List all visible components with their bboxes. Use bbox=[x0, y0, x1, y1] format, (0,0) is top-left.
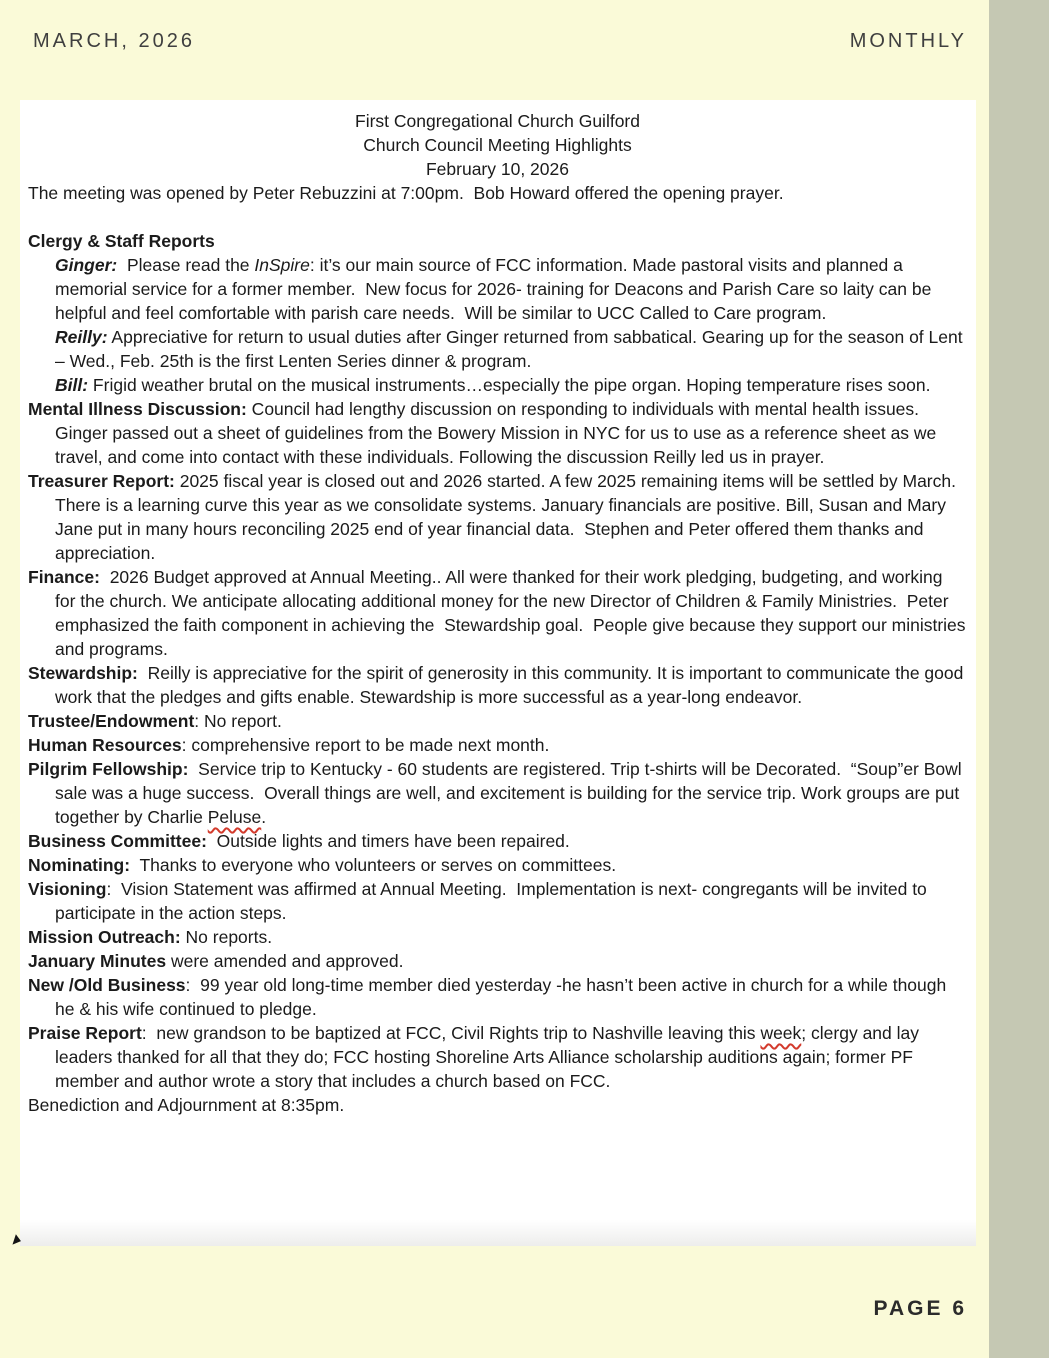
paragraph bbox=[28, 757, 967, 829]
text-segment: Reilly is appreciative for the spirit of generosity in this community. It is important to communicate the good work that the pledges and gifts enable. Stewardship is more successful as a year-long endeavor. bbox=[55, 663, 969, 707]
text-segment: : 99 year old long-time member died yesterday -he hasn’t been active in church for a while though he & his wife continued to pledge. bbox=[55, 975, 952, 1019]
text-segment: Mental Illness Discussion: bbox=[28, 399, 247, 419]
text-segment: Reilly: bbox=[55, 327, 108, 347]
issue-date-label: MARCH, 2026 bbox=[33, 30, 195, 52]
text-segment: Trustee/Endowment bbox=[28, 711, 195, 731]
page-number-label: PAGE 6 bbox=[873, 1297, 967, 1320]
text-segment: Ginger: bbox=[55, 255, 118, 275]
paragraph bbox=[28, 373, 967, 397]
paragraph bbox=[28, 709, 967, 733]
text-segment: Nominating: bbox=[28, 855, 131, 875]
text-segment: InSpire bbox=[254, 255, 310, 275]
text-segment: Treasurer Report: bbox=[28, 471, 175, 491]
paragraph bbox=[28, 925, 967, 949]
document-title-meeting: Church Council Meeting Highlights bbox=[363, 135, 632, 155]
text-segment: : Vision Statement was affirmed at Annual Meeting. Implementation is next- congregants will be invited to participate in the action steps. bbox=[55, 879, 932, 923]
edition-label: MONTHLY bbox=[849, 30, 967, 52]
text-segment: : comprehensive report to be made next month. bbox=[181, 735, 550, 755]
text-segment: ; clergy and lay leaders thanked for all that they do; FCC hosting Shoreline Arts Alliance scholarship auditions again; former PF member and author wrote a story that includes a church based on FCC. bbox=[55, 1023, 924, 1091]
meeting-highlights-sheet bbox=[20, 100, 976, 1246]
paragraph bbox=[28, 1021, 967, 1093]
misspelled-word: week bbox=[760, 1023, 802, 1043]
paragraph bbox=[28, 949, 967, 973]
text-segment: Appreciative for return to usual duties after Ginger returned from sabbatical. Gearing up for the season of Lent – Wed., Feb. 25th is the first Lenten Series dinner & program. bbox=[55, 327, 968, 371]
text-segment: Clergy & Staff Reports bbox=[28, 231, 215, 251]
paragraph bbox=[28, 829, 967, 853]
paragraph bbox=[28, 973, 967, 1021]
paragraph bbox=[28, 397, 967, 469]
paragraph bbox=[28, 877, 967, 925]
paragraph bbox=[28, 325, 967, 373]
opening-line: The meeting was opened by Peter Rebuzzini at 7:00pm. Bob Howard offered the opening prayer. bbox=[28, 183, 784, 203]
document-body bbox=[28, 229, 971, 1117]
text-segment: Please read the bbox=[117, 255, 255, 275]
text-segment: Thanks to everyone who volunteers or serves on committees. bbox=[130, 855, 617, 875]
right-margin-strip bbox=[989, 0, 1049, 1358]
text-segment: : it’s our main source of FCC information. Made pastoral visits and planned a memorial service for a former member. New focus for 2026- training for Deacons and Parish Care so laity can be helpful and feel comfortable with parish care needs. Will be similar to UCC Called to Care program. bbox=[55, 255, 937, 323]
text-segment: Mission Outreach: bbox=[28, 927, 181, 947]
paragraph bbox=[28, 565, 971, 661]
text-segment: Benediction and Adjournment at 8:35pm. bbox=[28, 1095, 345, 1115]
document-title-church: First Congregational Church Guilford bbox=[355, 111, 640, 131]
text-segment: : No report. bbox=[194, 711, 282, 731]
text-segment: Stewardship: bbox=[28, 663, 138, 683]
text-segment: : new grandson to be baptized at FCC, Civil Rights trip to Nashville leaving this bbox=[141, 1023, 761, 1043]
text-segment: 2025 fiscal year is closed out and 2026 started. A few 2025 remaining items will be settled by March. There is a learning curve this year as we consolidate systems. January financials are positive. Bill, Susan and Mary Jane put in many hours reconciling 2025 end of year financial data. Stephen and Peter offered them thanks and appreciation. bbox=[55, 471, 961, 563]
paragraph bbox=[28, 1093, 967, 1117]
text-segment: Bill: bbox=[55, 375, 89, 395]
document-title-date: February 10, 2026 bbox=[425, 159, 569, 179]
text-segment: Council had lengthy discussion on responding to individuals with mental health issues. Ginger passed out a sheet of guidelines from the Bowery Mission in NYC for us to use as a reference sheet as we travel, and come into contact with these individuals. Following the discussion Reilly led us in prayer. bbox=[55, 399, 942, 467]
misspelled-word: Peluse bbox=[207, 807, 262, 827]
text-segment: Frigid weather brutal on the musical instruments…especially the pipe organ. Hoping temperature rises soon. bbox=[88, 375, 931, 395]
text-segment: Pilgrim Fellowship: bbox=[28, 759, 189, 779]
text-segment: Visioning bbox=[28, 879, 107, 899]
text-segment: No reports. bbox=[180, 927, 273, 947]
text-segment: Praise Report bbox=[28, 1023, 142, 1043]
paragraph bbox=[28, 469, 967, 565]
text-segment: were amended and approved. bbox=[166, 951, 404, 971]
paragraph bbox=[28, 661, 967, 709]
text-segment: Human Resources bbox=[28, 735, 182, 755]
text-segment: January Minutes bbox=[28, 951, 167, 971]
paragraph bbox=[28, 733, 967, 757]
text-segment: Outside lights and timers have been repaired. bbox=[206, 831, 570, 851]
text-segment: . bbox=[261, 807, 267, 827]
text-segment: Business Committee: bbox=[28, 831, 207, 851]
text-segment: Service trip to Kentucky - 60 students are registered. Trip t-shirts will be Decorated. “Soup”er Bowl sale was a huge success. Overall things are well, and excitement is building for the service trip. Work groups are put together by Charlie bbox=[55, 759, 967, 827]
text-segment: New /Old Business bbox=[28, 975, 186, 995]
paragraph bbox=[28, 853, 967, 877]
masthead bbox=[33, 30, 967, 53]
text-segment: Finance: bbox=[28, 567, 100, 587]
text-segment: 2026 Budget approved at Annual Meeting.. All were thanked for their work pledging, budgeting, and working for the church. We anticipate allocating additional money for the new Director of Children & Family Ministries. Peter emphasized the faith component in achieving the Stewardship goal. People give because they support our ministries and programs. bbox=[55, 567, 971, 659]
paragraph bbox=[28, 253, 967, 325]
paragraph bbox=[28, 229, 967, 253]
